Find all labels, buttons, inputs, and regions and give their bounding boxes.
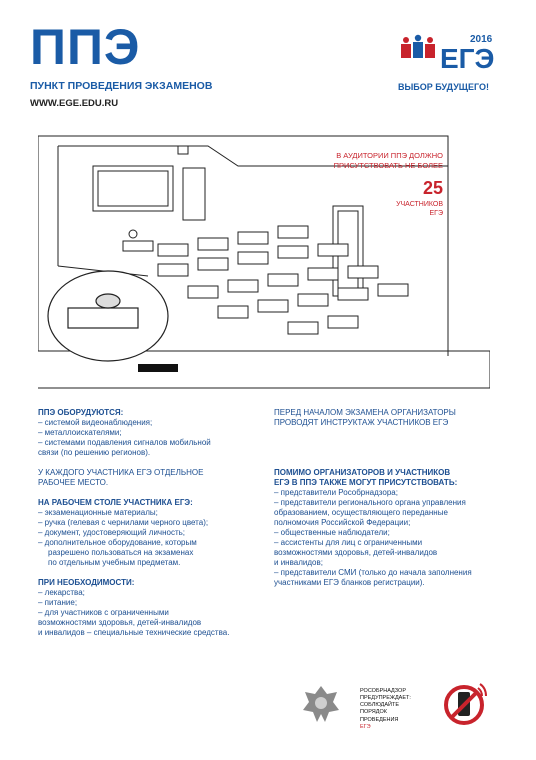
instruct-section	[274, 408, 499, 428]
participants-unit-line1: УЧАСТНИКОВ	[396, 201, 443, 208]
list-item: полномочия Российской Федерации;	[274, 518, 411, 527]
warning-line: СОБЛЮДАЙТЕ	[360, 702, 400, 709]
list-item: – дополнительное оборудование, которым	[38, 538, 197, 547]
room-note-line2: ПРИСУТСТВОВАТЬ НЕ БОЛЕЕ	[333, 161, 443, 170]
rosobrnadzor-emblem-icon	[300, 682, 342, 726]
present-heading: ЕГЭ В ППЭ ТАКЖЕ МОГУТ ПРИСУТСТВОВАТЬ:	[274, 478, 458, 487]
instruct-line: ПРОВОДЯТ ИНСТРУКТАЖ УЧАСТНИКОВ ЕГЭ	[274, 418, 449, 427]
desk-section	[38, 498, 263, 568]
desk-heading: НА РАБОЧЕМ СТОЛЕ УЧАСТНИКА ЕГЭ:	[38, 498, 193, 507]
workplace-line: У КАЖДОГО УЧАСТНИКА ЕГЭ ОТДЕЛЬНОЕ	[38, 468, 204, 477]
left-column	[38, 408, 263, 648]
no-phone-icon	[440, 678, 492, 728]
list-item: – представители регионального органа управления	[274, 498, 466, 507]
page-subtitle: ПУНКТ ПРОВЕДЕНИЯ ЭКЗАМЕНОВ	[30, 80, 213, 92]
list-item: возможностями здоровья, детей-инвалидов	[274, 548, 438, 557]
list-item: – ручка (гелевая с чернилами черного цвета);	[38, 518, 209, 527]
workplace-section	[38, 468, 263, 488]
list-item: – системой видеонаблюдения;	[38, 418, 153, 427]
logo-slogan: ВЫБОР БУДУЩЕГО!	[398, 82, 489, 92]
list-item: разрешено пользоваться на экзаменах	[48, 548, 194, 557]
list-item: – документ, удостоверяющий личность;	[38, 528, 186, 537]
equipped-section	[38, 408, 263, 458]
student-desks	[158, 226, 408, 334]
list-item: – общественные наблюдатели;	[274, 528, 390, 537]
list-item: образованием, осуществляющего переданные	[274, 508, 448, 517]
equipped-heading: ППЭ ОБОРУДУЮТСЯ:	[38, 408, 124, 417]
present-heading: ПОМИМО ОРГАНИЗАТОРОВ И УЧАСТНИКОВ	[274, 468, 451, 477]
logo-year: 2016	[470, 34, 493, 45]
list-item: и инвалидов;	[274, 558, 323, 567]
list-item: возможностями здоровья, детей-инвалидов	[38, 618, 202, 627]
warning-text	[360, 688, 411, 731]
room-note-line1: В АУДИТОРИИ ППЭ ДОЛЖНО	[336, 151, 443, 160]
list-item: связи (по решению регионов).	[38, 448, 151, 457]
page-title: ППЭ	[30, 19, 141, 75]
list-item: участниками ЕГЭ бланков регистрации).	[274, 578, 425, 587]
exam-room-illustration	[38, 126, 490, 391]
people-figures-icon	[401, 35, 435, 58]
warning-line: РОСОБРНАДЗОР	[360, 688, 406, 694]
logo-text: ЕГЭ	[440, 43, 495, 74]
ege-logo	[398, 28, 510, 82]
list-item: – представители СМИ (только до начала заполнения	[274, 568, 472, 577]
workplace-line: РАБОЧЕЕ МЕСТО.	[38, 478, 109, 487]
desk-closeup-icon	[48, 271, 168, 361]
list-item: и инвалидов – специальные технические средства.	[38, 628, 230, 637]
max-participants-number: 25	[422, 178, 443, 198]
list-item: – системами подавления сигналов мобильной	[38, 438, 211, 447]
list-item: – экзаменационные материалы;	[38, 508, 158, 517]
list-item: – лекарства;	[38, 588, 85, 597]
list-item: по отдельным учебным предметам.	[48, 558, 181, 567]
list-item: – металлоискателями;	[38, 428, 122, 437]
instruct-line: ПЕРЕД НАЧАЛОМ ЭКЗАМЕНА ОРГАНИЗАТОРЫ	[274, 408, 456, 417]
participants-unit-line2: ЕГЭ	[429, 210, 443, 217]
present-section	[274, 468, 499, 588]
needed-section	[38, 578, 263, 638]
warning-line-red: ЕГЭ	[360, 723, 371, 730]
warning-line: ПРОВЕДЕНИЯ	[360, 716, 399, 723]
needed-heading: ПРИ НЕОБХОДИМОСТИ:	[38, 578, 135, 587]
warning-line: ПОРЯДОК	[360, 709, 387, 716]
list-item: – питание;	[38, 598, 78, 607]
website-url: WWW.EGE.EDU.RU	[30, 98, 119, 109]
list-item: – ассистенты для лиц с ограниченными	[274, 538, 423, 547]
warning-line: ПРЕДУПРЕЖДАЕТ:	[360, 695, 411, 702]
right-column	[274, 408, 499, 598]
list-item: – представители Рособрнадзора;	[274, 488, 398, 497]
list-item: – для участников с ограниченными	[38, 608, 169, 617]
